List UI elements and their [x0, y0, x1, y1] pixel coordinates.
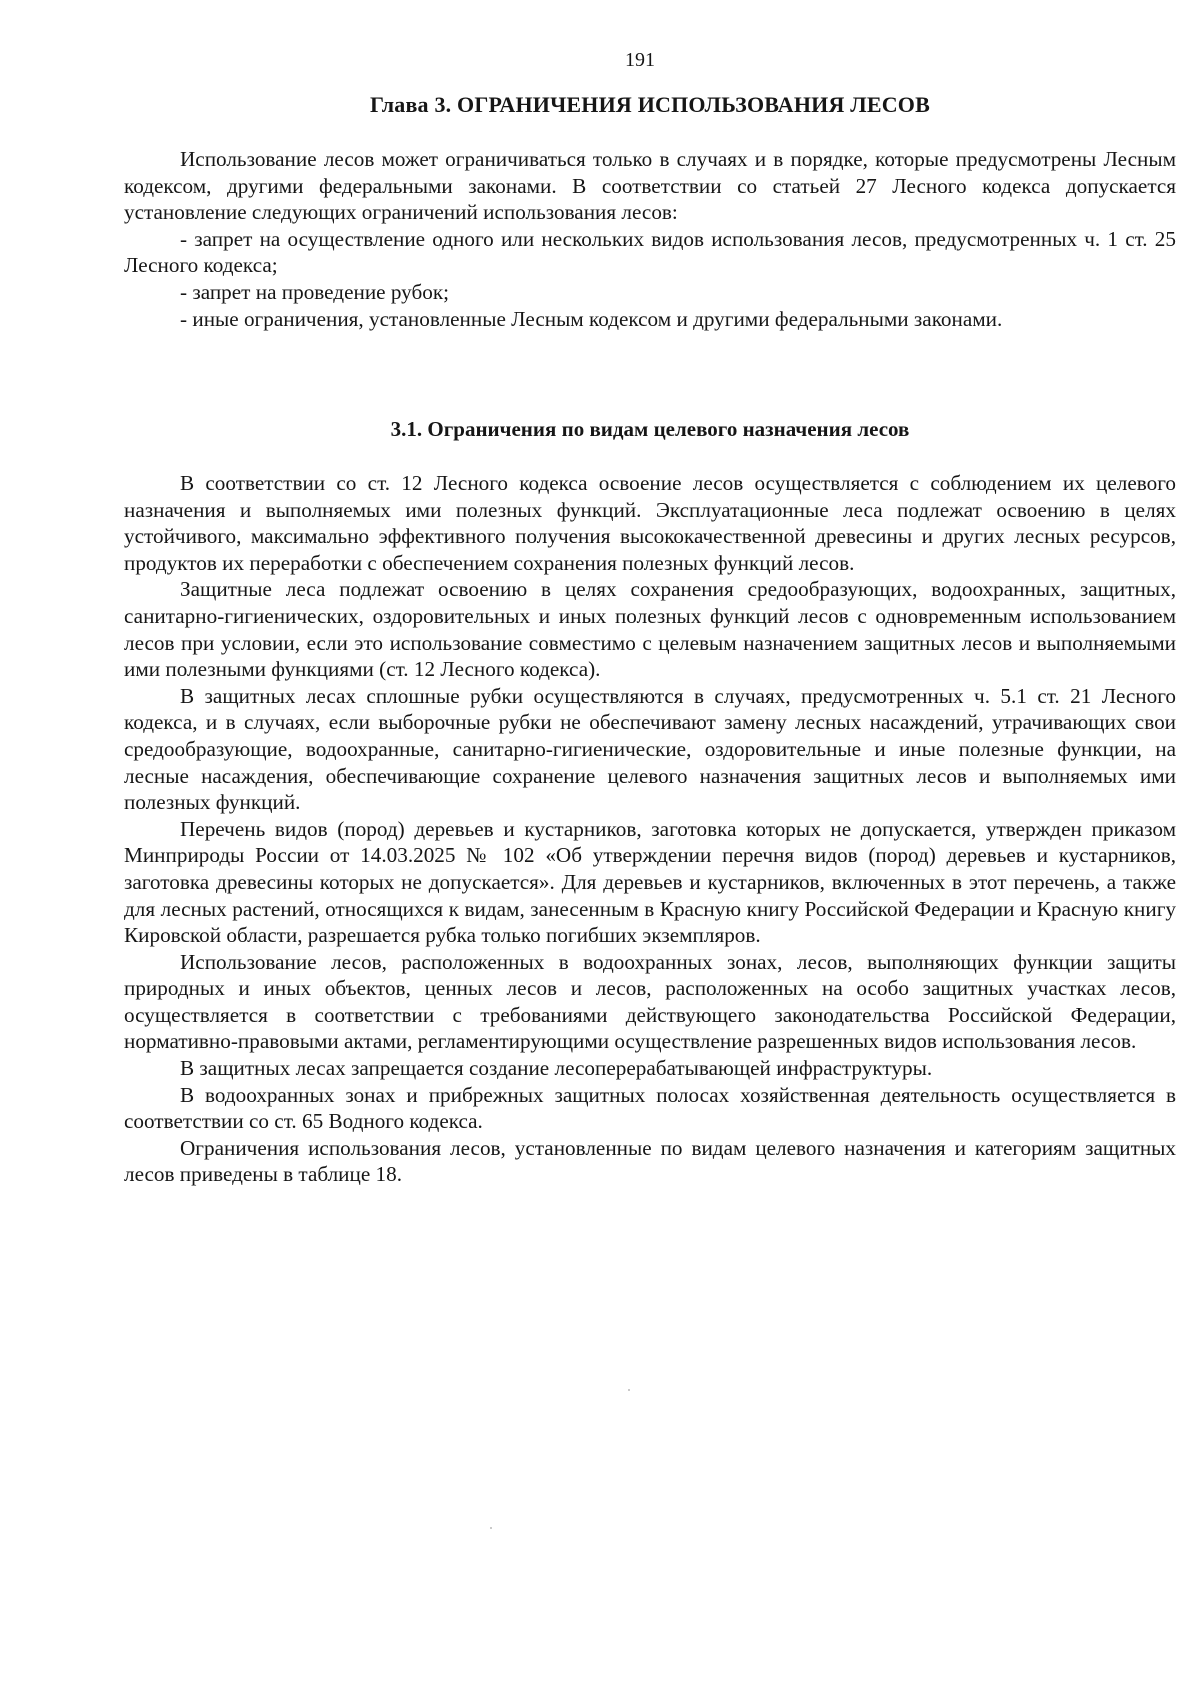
intro-list-item: - иные ограничения, установленные Лесным кодексом и другими федеральными законами. — [180, 306, 1003, 331]
intro-list-item: - запрет на проведение рубок; — [180, 279, 450, 304]
body-paragraph: В соответствии со ст. 12 Лесного кодекса освоение лесов осуществляется с соблюдением их целевого назначения и выполняемых ими полезных функций. Эксплуатационные леса подлежат освоению в целях устойчивого, максимально эффективного получения высококачественной древесины и других лесных ресурсов, продуктов их переработки с обеспечением сохранения полезных функций лесов. — [124, 471, 1176, 575]
body-paragraph: Перечень видов (пород) деревьев и кустарников, заготовка которых не допускается, утвержден приказом Минприроды России от 14.03.2025 № 102 «Об утверждении перечня видов (пород) деревьев и кустарников, заготовка древесины которых не допускается». Для деревьев и кустарников, включенных в этот перечень, а также для лесных растений, относящихся к видам, занесенным в Красную книгу Российской Федерации и Красную книгу Кировской области, разрешается рубка только погибших экземпляров. — [124, 816, 1176, 948]
body-paragraph: Защитные леса подлежат освоению в целях сохранения средообразующих, водоохранных, защитных, санитарно-гигиенических, оздоровительных и иных полезных функций лесов с одновременным использованием лесов при условии, если это использование совместимо с целевым назначением защитных лесов и выполняемыми ими полезными функциями (ст. 12 Лесного кодекса). — [124, 577, 1176, 682]
scan-speck — [490, 1527, 492, 1529]
section-body — [124, 470, 1176, 1188]
intro-block — [124, 146, 1176, 332]
body-paragraph: В водоохранных зонах и прибрежных защитных полосах хозяйственная деятельность осуществляется в соответствии со ст. 65 Водного кодекса. — [124, 1082, 1176, 1134]
page-number: 191 — [625, 49, 655, 71]
intro-list-item: - запрет на осуществление одного или нескольких видов использования лесов, предусмотренных ч. 1 ст. 25 Лесного кодекса; — [124, 226, 1176, 278]
intro-paragraph: Использование лесов может ограничиваться только в случаях и в порядке, которые предусмотрены Лесным кодексом, другими федеральными законами. В соответствии со статьей 27 Лесного кодекса допускается установление следующих ограничений использования лесов: — [124, 147, 1176, 225]
body-paragraph: Использование лесов, расположенных в водоохранных зонах, лесов, выполняющих функции защиты природных и иных объектов, ценных лесов и лесов, расположенных на особо защитных участках лесов, осуществляется в соответствии с требованиями действующего законодательства Российской Федерации, нормативно-правовыми актами, регламентирующими осуществление разрешенных видов использования лесов. — [124, 949, 1176, 1054]
scan-speck — [628, 1389, 630, 1391]
body-paragraph: В защитных лесах сплошные рубки осуществляются в случаях, предусмотренных ч. 5.1 ст. 21 Лесного кодекса, и в случаях, если выборочные рубки не обеспечивают замену лесных насаждений, утрачивающих свои средообразующие, водоохранные, санитарно-гигиенические, оздоровительные и иные полезные функции, на лесные насаждения, обеспечивающие сохранение целевого назначения защитных лесов и выполняемых ими полезных функций. — [124, 683, 1176, 815]
body-paragraph: В защитных лесах запрещается создание лесоперерабатывающей инфраструктуры. — [180, 1056, 933, 1081]
section-title: 3.1. Ограничения по видам целевого назначения лесов — [390, 417, 910, 441]
chapter-title: Глава 3. ОГРАНИЧЕНИЯ ИСПОЛЬЗОВАНИЯ ЛЕСОВ — [370, 92, 930, 117]
body-paragraph: Ограничения использования лесов, установленные по видам целевого назначения и категориям защитных лесов приведены в таблице 18. — [124, 1135, 1176, 1187]
